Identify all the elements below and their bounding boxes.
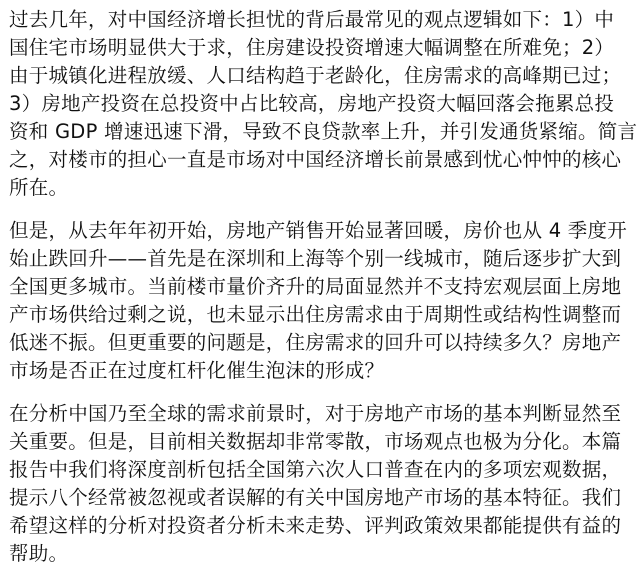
text-line: 产市场供给过剩之说，也未显示出住房需求由于周期性或结构性调整而	[9, 303, 622, 326]
text-line: 全国更多城市。当前楼市量价齐升的局面显然并不支持宏观层面上房地	[9, 275, 622, 298]
text-line: 希望这样的分析对投资者分析未来走势、评判政策效果都能提供有益的	[9, 514, 622, 537]
text-line: 国住宅市场明显供大于求，住房建设投资增速大幅调整在所难免；2）	[9, 36, 615, 59]
text-line: 之，对楼市的担心一直是市场对中国经济增长前景感到忧心忡忡的核心	[9, 148, 622, 171]
text-line: 所在。	[9, 176, 69, 199]
text-line: 3）房地产投资在总投资中占比较高，房地产投资大幅回落会拖累总投	[9, 92, 615, 115]
text-line: 但是，从去年年初开始，房地产销售开始显著回暖，房价也从 4 季度开	[9, 219, 628, 242]
text-line: 由于城镇化进程放缓、人口结构趋于老龄化，住房需求的高峰期已过；	[9, 64, 622, 87]
paragraph-gap	[9, 202, 631, 217]
paragraph-1	[9, 6, 638, 202]
text-line: 市场是否正在过度杠杆化催生泡沫的形成？	[9, 359, 385, 382]
text-line: 低迷不振。但更重要的问题是，住房需求的回升可以持续多久？房地产	[9, 331, 622, 354]
text-line: 关重要。但是，目前相关数据却非常零散，市场观点也极为分化。本篇	[9, 430, 622, 453]
text-line: 报告中我们将深度剖析包括全国第六次人口普查在内的多项宏观数据，	[9, 458, 622, 481]
paragraph-3	[9, 400, 631, 568]
text-line: 帮助。	[9, 542, 69, 565]
paragraph-gap	[9, 385, 631, 400]
text-line: 始止跌回升——首先是在深圳和上海等个别一线城市，随后逐步扩大到	[9, 247, 622, 270]
text-line: 资和 GDP 增速迅速下滑，导致不良贷款率上升，并引发通货紧缩。简言	[9, 120, 638, 143]
text-line: 提示八个经常被忽视或者误解的有关中国房地产市场的基本特征。我们	[9, 486, 622, 509]
text-line: 在分析中国乃至全球的需求前景时，对于房地产市场的基本判断显然至	[9, 402, 622, 425]
paragraph-2	[9, 217, 631, 385]
text-line: 过去几年，对中国经济增长担忧的背后最常见的观点逻辑如下：1）中	[9, 8, 615, 31]
